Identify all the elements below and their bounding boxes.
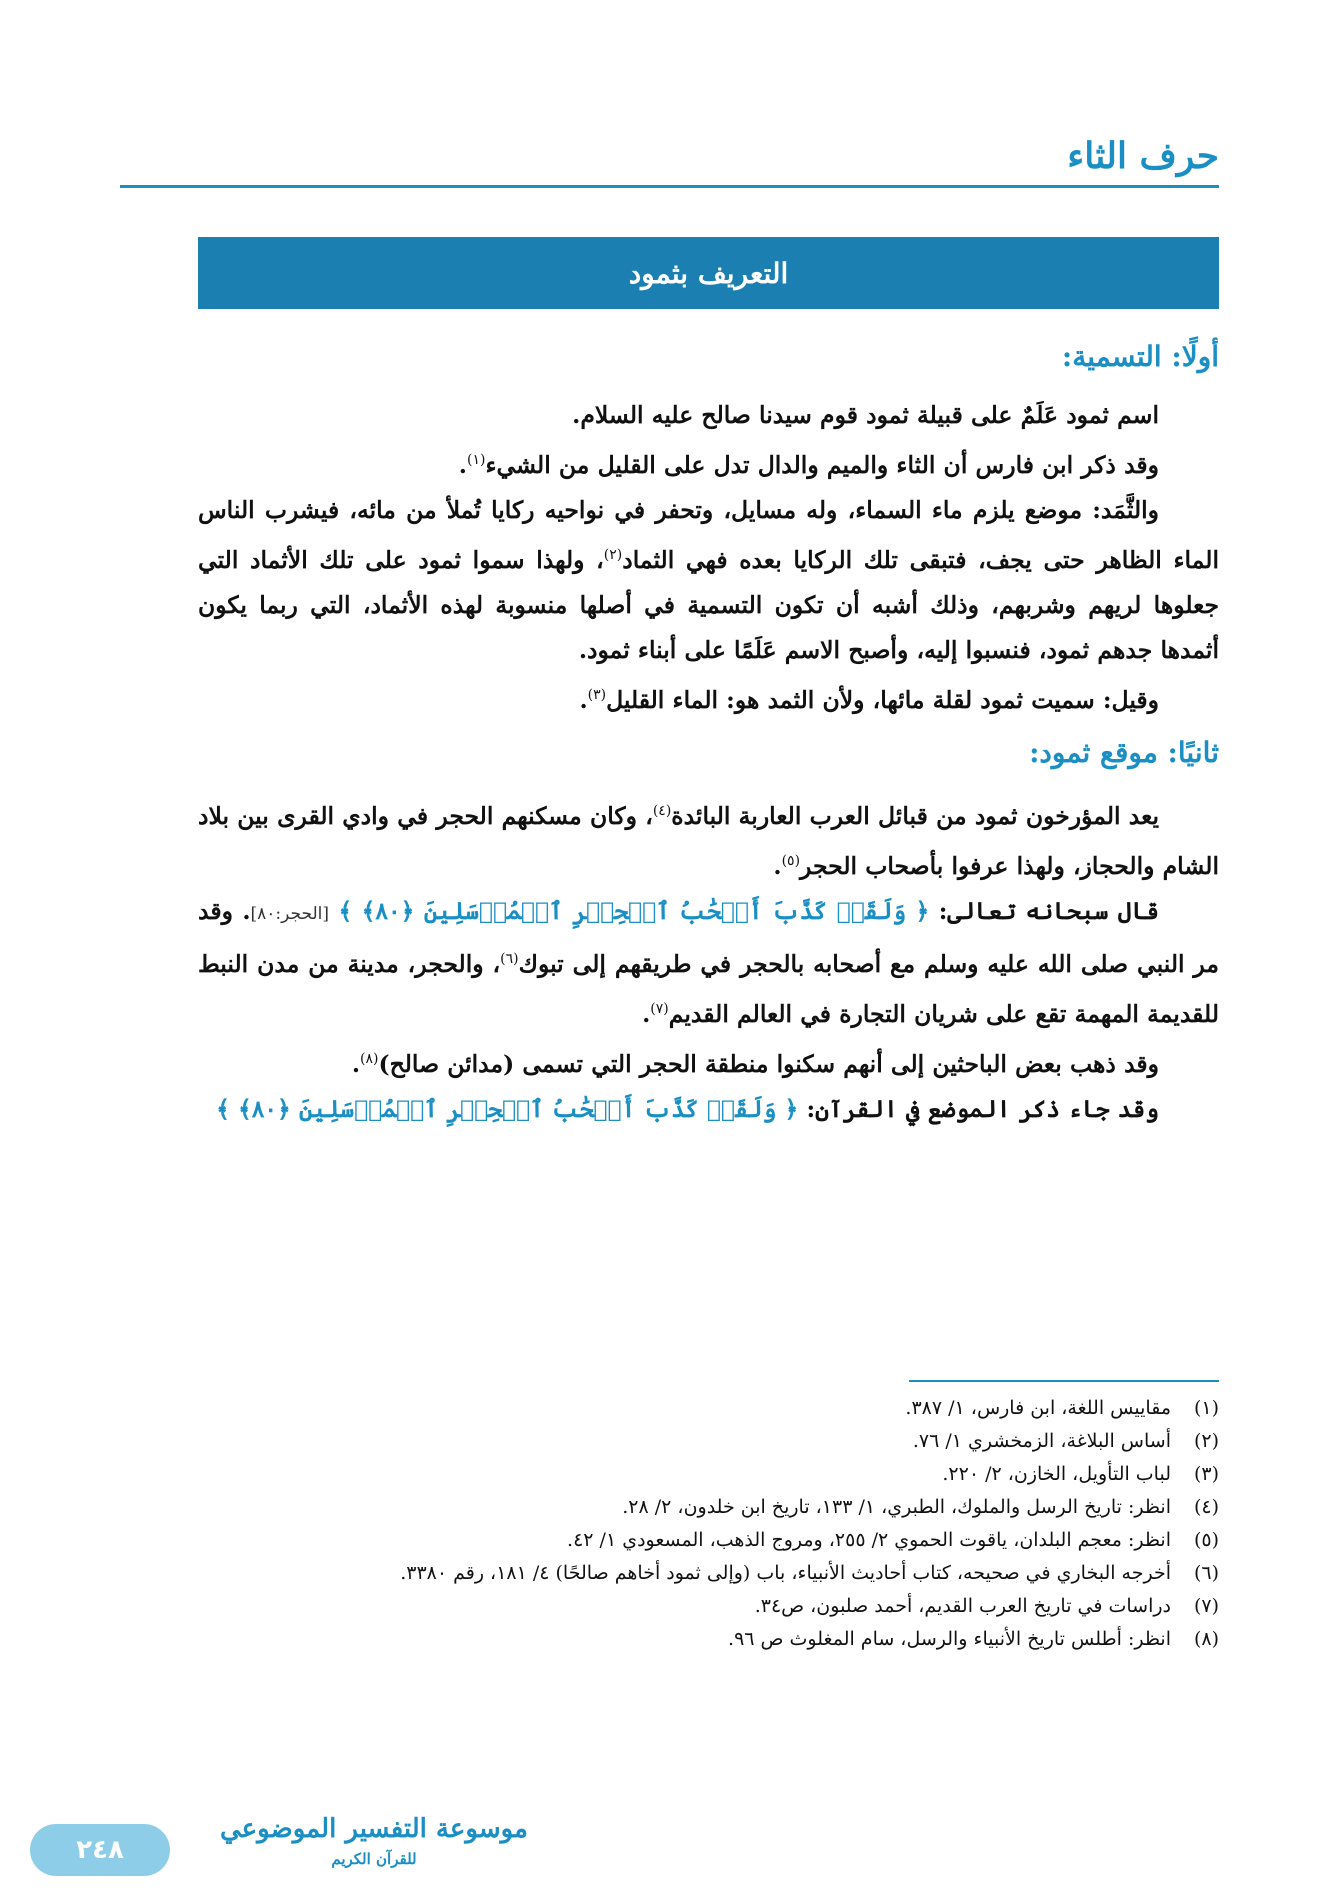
paragraph xyxy=(198,1087,1219,1132)
footnote-text: لباب التأويل، الخازن، ٢/ ٢٢٠. xyxy=(942,1463,1171,1485)
publisher-subtitle: للقرآن الكريم xyxy=(331,1850,417,1868)
paragraph xyxy=(198,889,1219,1037)
paragraph-text: وقيل: سميت ثمود لقلة مائها، ولأن الثمد هو: الماء القليل xyxy=(606,685,1159,714)
footnote-text: مقاييس اللغة، ابن فارس، ١/ ٣٨٧. xyxy=(905,1397,1171,1419)
chapter-banner xyxy=(198,237,1219,309)
footnote-ref[interactable]: (١) xyxy=(466,452,486,468)
footnote-text: أخرجه البخاري في صحيحه، كتاب أحاديث الأنبياء، باب (وإلى ثمود أخاهم صالحًا) ٤/ ١٨١، رقم ٣٣٨٠. xyxy=(400,1562,1171,1584)
footnote-item xyxy=(198,1524,1219,1557)
paragraph-text: ، والحجر، مدينة من مدن النبط للقديمة المهمة تقع على شريان التجارة في العالم القديم xyxy=(198,949,1219,1028)
footnote-item xyxy=(198,1392,1219,1425)
section-heading-naming: أولًا: التسمية: xyxy=(1061,340,1219,373)
paragraph-text: وقد ذهب بعض الباحثين إلى أنهم سكنوا منطقة الحجر التي تسمى (مدائن صالح) xyxy=(378,1049,1159,1078)
running-head-title: حرف الثاء xyxy=(1067,135,1219,177)
footnote-item xyxy=(198,1491,1219,1524)
footnote-item xyxy=(198,1557,1219,1590)
paragraph xyxy=(198,1037,1219,1087)
footnote-item xyxy=(198,1590,1219,1623)
footnote-ref[interactable]: (٥) xyxy=(781,853,801,870)
section-heading-location: ثانيًا: موقع ثمود: xyxy=(1029,736,1219,770)
footnote-number: (٧) xyxy=(1193,1595,1219,1617)
footnote-number: (٣) xyxy=(1193,1463,1219,1485)
footnote-text: انظر: تاريخ الرسل والملوك، الطبري، ١/ ١٣٣، تاريخ ابن خلدون، ٢/ ٢٨. xyxy=(622,1496,1171,1518)
footnote-text: أساس البلاغة، الزمخشري ١/ ٧٦. xyxy=(912,1430,1171,1452)
footnote-separator xyxy=(909,1380,1219,1382)
footnote-ref[interactable]: (٤) xyxy=(652,803,672,820)
footnote-item xyxy=(198,1623,1219,1656)
quran-verse: ﴿ وَلَقَدۡ كَذَّبَ أَصۡحَٰبُ ٱلۡحِجۡرِ ٱلۡمُرۡسَلِينَ ﴿٨٠﴾ ﴾ xyxy=(338,897,930,926)
paragraph-text: اسم ثمود عَلَمٌ على قبيلة ثمود قوم سيدنا صالح عليه السلام. xyxy=(572,401,1159,429)
footnote-number: (٦) xyxy=(1193,1562,1219,1584)
paragraph-text: وقد ذكر ابن فارس أن الثاء والميم والدال تدل على القليل من الشيء xyxy=(485,450,1159,479)
page-number xyxy=(30,1824,170,1876)
footnote-number: (٥) xyxy=(1193,1529,1219,1551)
footnote-number: (٤) xyxy=(1193,1496,1219,1518)
paragraph-text: والثَّمَد: موضع يلزم ماء السماء، وله مسايل، وتحفر في نواحيه ركايا تُملأ من مائه، فيشرب الناس الماء الظاهر حتى يجف، فتبقى تلك الركايا بعده فهي الثماد xyxy=(198,495,1219,574)
paragraph-text: قال سبحانه تعالى: xyxy=(938,897,1160,926)
footnote-item xyxy=(198,1425,1219,1458)
page-number-text: ٢٤٨ xyxy=(76,1835,124,1865)
banner-title: التعريف بثمود xyxy=(628,256,789,290)
footnotes-list xyxy=(198,1392,1219,1656)
running-head xyxy=(120,118,1219,188)
paragraph-text: يعد المؤرخون ثمود من قبائل العرب العاربة البائدة xyxy=(671,802,1159,831)
paragraph-text: . xyxy=(773,852,782,881)
footnote-ref[interactable]: (٨) xyxy=(360,1050,379,1067)
paragraph xyxy=(198,673,1219,723)
footnote-ref[interactable]: (٣) xyxy=(587,686,607,703)
paragraph-text: . xyxy=(458,450,467,479)
verse-reference: [الحجر:٨٠] xyxy=(250,904,330,925)
quran-verse: ﴿ وَلَقَدۡ كَذَّبَ أَصۡحَٰبُ ٱلۡحِجۡرِ ٱلۡمُرۡسَلِينَ ﴿٨٠﴾ ﴾ xyxy=(216,1094,799,1123)
footnote-number: (٢) xyxy=(1193,1430,1219,1452)
paragraph-text: ، وكان مسكنهم الحجر في وادي القرى بين بلاد الشام والحجاز، ولهذا عرفوا بأصحاب الحجر xyxy=(198,802,1219,881)
footnote-item xyxy=(198,1458,1219,1491)
paragraph xyxy=(198,393,1219,438)
footnote-text: انظر: أطلس تاريخ الأنبياء والرسل، سام المغلوث ص ٩٦. xyxy=(728,1628,1171,1650)
paragraph-text: . وقد مر النبي صلى الله عليه وسلم مع أصحابه بالحجر في طريقهم إلى تبوك xyxy=(198,897,1219,978)
paragraph xyxy=(198,488,1219,673)
footnote-text: دراسات في تاريخ العرب القديم، أحمد صلبون، ص٣٤. xyxy=(754,1595,1171,1617)
main-content xyxy=(198,332,1219,1132)
footnote-ref[interactable]: (٢) xyxy=(603,546,623,563)
publisher-title: موسوعة التفسير الموضوعي xyxy=(220,1814,528,1844)
footnote-ref[interactable]: (٧) xyxy=(650,1000,669,1017)
footnote-text: انظر: معجم البلدان، ياقوت الحموي ٢/ ٢٥٥، ومروج الذهب، المسعودي ١/ ٤٢. xyxy=(567,1529,1171,1551)
paragraph xyxy=(198,438,1219,488)
paragraph-text: . xyxy=(579,685,588,714)
footnote-ref[interactable]: (٦) xyxy=(500,951,519,968)
paragraph-text: ، ولهذا سموا ثمود على تلك الأثماد التي جعلوها لريهم وشربهم، وذلك أشبه أن تكون التسمية في أصلها منسوبة لهذه الأثماد، التي ربما يكون أثمدها جدهم ثمود، فنسبوا إليه، وأصبح الاسم عَلَمًا على أبناء ثمود. xyxy=(198,545,1219,664)
paragraph-text: وقد جاء ذكر الموضع في القرآن: xyxy=(806,1094,1159,1123)
footnote-number: (٨) xyxy=(1193,1628,1219,1650)
paragraph xyxy=(198,789,1219,889)
footnote-number: (١) xyxy=(1193,1397,1219,1419)
publisher-logo xyxy=(220,1814,528,1874)
paragraph-text: . xyxy=(642,999,651,1028)
paragraph-text: . xyxy=(351,1049,360,1078)
